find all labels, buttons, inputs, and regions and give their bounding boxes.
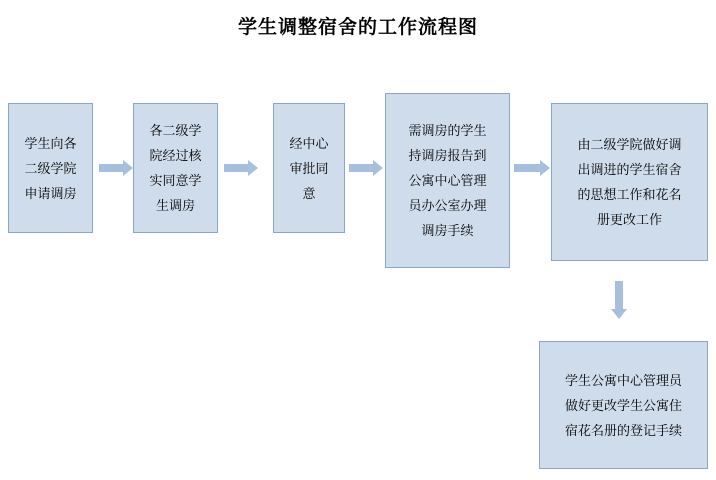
node-line: 册更改工作 [596,212,662,227]
node-line: 的思想工作和花名 [577,187,682,202]
node-line: 院经过核 [149,148,202,163]
node-line: 出调进的学生宿舍 [577,162,682,177]
node-line: 员办公室办理 [408,198,487,213]
node-line: 生调房 [155,198,195,213]
node-line: 持调房报告到 [408,148,487,163]
node-line: 公寓中心管理 [408,173,487,188]
node-line: 调房手续 [421,223,474,238]
node-line: 意 [302,185,316,201]
node-line: 学生公寓中心管理员 [564,372,682,388]
node-line: 宿花名册的登记手续 [564,422,682,438]
arrow-node5-to-node6 [611,281,627,319]
node-line: 二级学院 [24,160,77,176]
flow-node-student-procedure[interactable] [385,93,510,268]
node-line: 实同意学 [149,173,202,188]
arrow-node1-to-node2 [99,160,133,176]
flow-node-center-approval[interactable] [273,103,345,233]
flow-node-college-verify[interactable] [133,103,218,233]
node-line: 各二级学 [149,123,202,138]
arrow-node3-to-node4 [349,160,383,176]
node-line: 由二级学院做好调 [577,137,682,152]
node-line: 学生向各 [24,135,77,151]
node-line: 需调房的学生 [408,123,487,138]
node-line: 经中心 [289,135,329,151]
node-line: 审批同 [289,160,329,176]
node-line: 做好更改学生公寓住 [564,397,682,413]
flow-node-center-registration[interactable] [539,341,708,469]
node-line: 申请调房 [24,185,77,201]
flow-node-student-apply[interactable] [8,103,93,233]
page-title: 学生调整宿舍的工作流程图 [237,17,478,38]
arrow-node2-to-node3 [224,160,258,176]
arrow-node4-to-node5 [514,160,550,176]
flow-node-college-thought-work[interactable] [551,103,708,261]
